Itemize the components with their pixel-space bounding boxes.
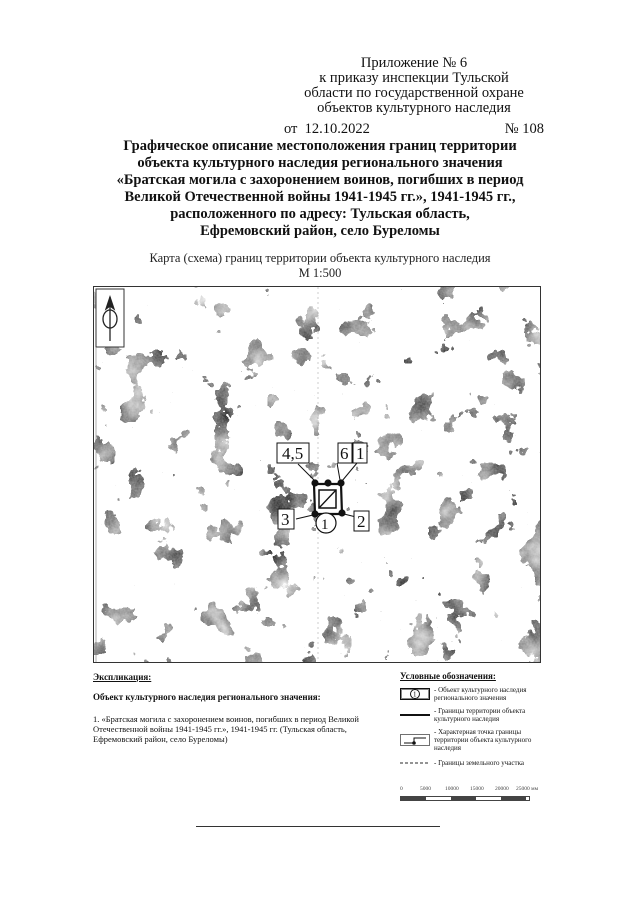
order-row xyxy=(284,122,544,137)
point-legend-icon xyxy=(400,734,430,746)
legend-label: - Объект культурного наследия регионального значения xyxy=(434,686,527,702)
object-legend-number: 1 xyxy=(413,690,417,699)
object-number-label: 1 xyxy=(321,517,329,533)
explication-heading: Экспликация: xyxy=(93,672,152,682)
legend-row-parcel xyxy=(400,757,540,769)
order-number: № 108 xyxy=(504,121,544,137)
document-title xyxy=(60,138,580,240)
title-line: Графическое описание местоположения границ территории xyxy=(123,138,517,154)
map-scale: М 1:500 xyxy=(298,266,342,280)
map-caption xyxy=(60,251,580,281)
legend-label: - Границы земельного участка xyxy=(434,759,524,767)
scale-tick: 10000 xyxy=(445,786,459,792)
point-label-6: 6 xyxy=(340,444,349,463)
title-line: Ефремовский район, село Буреломы xyxy=(200,223,440,239)
title-line: Великой Отечественной войны 1941-1945 гг.», 1941-1945 гг., xyxy=(124,189,516,205)
scale-tick: 5000 xyxy=(420,786,431,792)
point-label-4-5: 4,5 xyxy=(282,444,304,463)
appendix-line: к приказу инспекции Тульской xyxy=(319,70,509,86)
legend-row-point xyxy=(400,728,540,752)
scale-tick: 15000 xyxy=(470,786,484,792)
title-line: объекта культурного наследия регионального значения xyxy=(137,155,503,171)
legend-row-object xyxy=(400,686,540,702)
point-label-3: 3 xyxy=(281,510,290,529)
signature-line xyxy=(196,826,440,827)
appendix-line: области по государственной охране xyxy=(304,85,524,101)
parcel-legend-icon xyxy=(400,757,430,769)
point-label-2: 2 xyxy=(357,512,366,531)
scale-tick: 20000 xyxy=(495,786,509,792)
legend-label: - Характерная точка границы территории объекта культурного наследия xyxy=(434,728,532,752)
legend-block xyxy=(400,672,540,774)
title-line: «Братская могила с захоронением воинов, погибших в период xyxy=(116,172,524,188)
legend-heading: Условные обозначения: xyxy=(400,671,496,681)
explication-block xyxy=(93,672,363,744)
explication-subheading: Объект культурного наследия регионального значения: xyxy=(93,692,321,702)
scale-bar xyxy=(400,786,540,804)
scale-tick: 25000 мм xyxy=(516,786,539,792)
point-label-1: 1 xyxy=(356,444,365,463)
title-line: расположенного по адресу: Тульская область, xyxy=(170,206,470,222)
appendix-line: объектов культурного наследия xyxy=(317,100,511,116)
appendix-block xyxy=(284,56,544,137)
scale-bar-graphic xyxy=(400,796,530,801)
scale-tick: 0 xyxy=(400,786,403,792)
object-boundary xyxy=(314,484,342,514)
boundary-legend-icon xyxy=(400,709,430,721)
appendix-title: Приложение № 6 xyxy=(360,55,468,71)
explication-item: 1. «Братская могила с захоронением воинов, погибших в период Великой Отечественной войны 1941-1945 гг.», 1941-1945 гг. (Тульская область, Ефремовский район, село Буреломы) xyxy=(93,714,359,744)
object-legend-icon xyxy=(400,688,430,700)
aerial-photo-grain xyxy=(94,287,540,662)
map-image xyxy=(93,286,541,663)
legend-row-boundary xyxy=(400,707,540,723)
legend-label: - Границы территории объекта культурного наследия xyxy=(434,707,526,723)
map-svg xyxy=(94,287,540,662)
order-date-group xyxy=(284,122,370,137)
map-caption-text: Карта (схема) границ территории объекта культурного наследия xyxy=(149,251,491,265)
order-date: 12.10.2022 xyxy=(304,121,370,137)
date-prefix: от xyxy=(284,121,298,137)
